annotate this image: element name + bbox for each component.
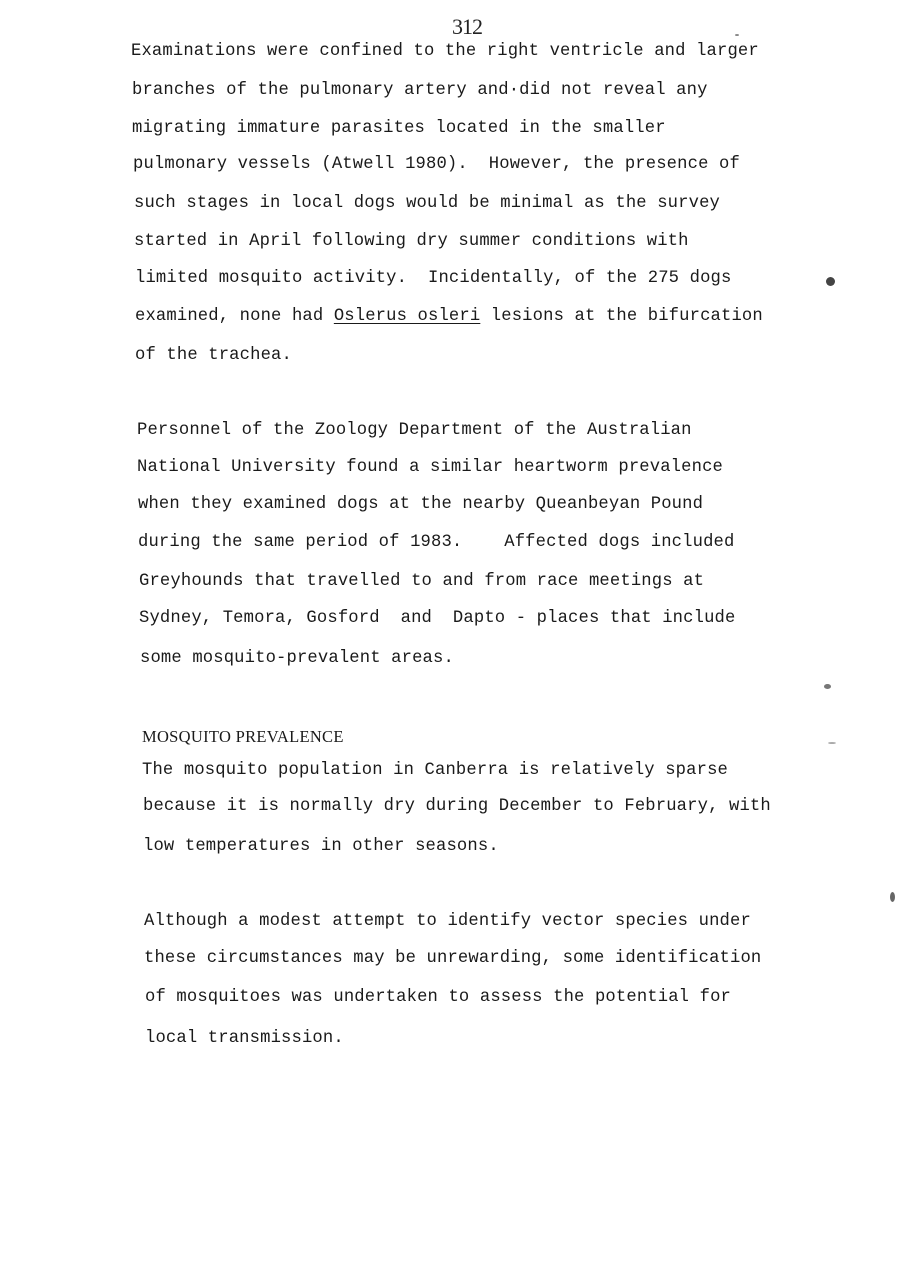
scan-speck	[735, 34, 739, 36]
text-line: Although a modest attempt to identify vector species under	[144, 912, 751, 931]
scan-speck	[826, 277, 835, 286]
text-line: when they examined dogs at the nearby Queanbeyan Pound	[138, 495, 704, 514]
text-line: during the same period of 1983. Affected dogs included	[138, 533, 735, 552]
text-line: Personnel of the Zoology Department of the Australian	[137, 421, 692, 440]
text-line: of mosquitoes was undertaken to assess the potential for	[145, 988, 731, 1007]
text-line: limited mosquito activity. Incidentally, of the 275 dogs	[135, 269, 732, 288]
text-line: started in April following dry summer conditions with	[134, 232, 689, 251]
scan-speck	[828, 742, 836, 744]
text-line: branches of the pulmonary artery and·did not reveal any	[132, 81, 708, 100]
text-line: of the trachea.	[135, 346, 292, 365]
text-line: these circumstances may be unrewarding, some identification	[144, 949, 762, 968]
text-segment: lesions at the bifurcation	[480, 307, 763, 326]
text-line: Sydney, Temora, Gosford and Dapto - places that include	[139, 609, 736, 628]
scan-speck	[890, 892, 895, 902]
text-line: Examinations were confined to the right ventricle and larger	[131, 42, 759, 61]
text-line: migrating immature parasites located in the smaller	[132, 119, 666, 138]
text-line: local transmission.	[145, 1029, 344, 1048]
scan-speck	[824, 684, 831, 689]
text-line: National University found a similar heartworm prevalence	[137, 458, 723, 477]
text-line: low temperatures in other seasons.	[143, 837, 499, 856]
section-heading: MOSQUITO PREVALENCE	[142, 727, 344, 746]
text-segment: examined, none had	[135, 307, 334, 326]
text-line: The mosquito population in Canberra is relatively sparse	[142, 761, 728, 780]
text-line-with-species	[135, 307, 763, 327]
text-line: some mosquito-prevalent areas.	[140, 649, 454, 668]
text-line: because it is normally dry during December to February, with	[143, 797, 771, 816]
page-number: 312	[452, 14, 482, 39]
text-line: Greyhounds that travelled to and from race meetings at	[139, 572, 705, 591]
text-line: pulmonary vessels (Atwell 1980). However, the presence of	[133, 155, 740, 174]
species-name-underlined: Oslerus osleri	[333, 307, 481, 326]
text-line: such stages in local dogs would be minimal as the survey	[134, 194, 720, 213]
